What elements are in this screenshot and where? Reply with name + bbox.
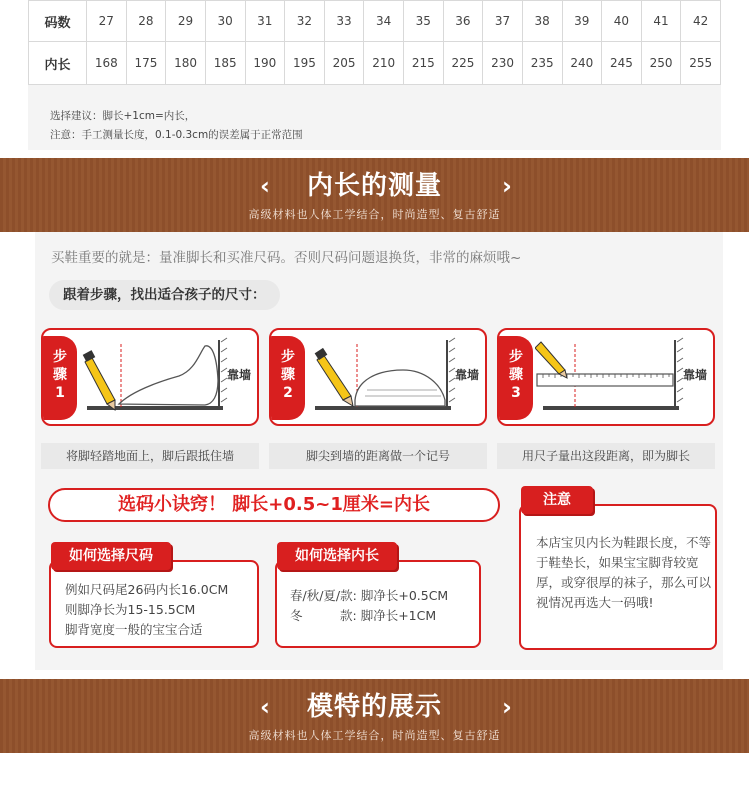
step-tab xyxy=(499,336,533,420)
table-cell: 245 xyxy=(602,42,642,85)
step-tab xyxy=(43,336,77,420)
step-tab xyxy=(271,336,305,420)
table-cell: 240 xyxy=(562,42,602,85)
measure-guide xyxy=(35,232,723,670)
how-inner-row xyxy=(290,606,448,626)
table-cell: 180 xyxy=(166,42,206,85)
steps-heading: 跟着步骤，找出适合孩子的尺寸： xyxy=(49,280,280,310)
how-to-choose-inner-length-box xyxy=(275,560,481,648)
row-header-size: 码数 xyxy=(29,1,87,42)
step-caption-1: 将脚轻踏地面上，脚后跟抵住墙 xyxy=(41,443,259,469)
how-size-text xyxy=(65,580,228,640)
banner-title: 模特的展示 xyxy=(306,692,442,722)
step-tab-char: 步 xyxy=(509,349,523,365)
chevron-right-icon[interactable]: › xyxy=(502,172,512,200)
season-rule: 脚净长+1CM xyxy=(360,608,437,623)
step-tab-char: 骤 xyxy=(509,367,523,383)
table-cell: 31 xyxy=(245,1,285,42)
table-cell: 29 xyxy=(166,1,206,42)
size-tip-banner: 选码小诀窍！ 脚长+0.5~1厘米=内长 xyxy=(48,488,500,522)
table-row-inner-length xyxy=(29,42,721,85)
table-cell: 30 xyxy=(205,1,245,42)
table-cell: 210 xyxy=(364,42,404,85)
how-size-title: 如何选择尺码 xyxy=(51,542,171,570)
notice-text: 本店宝贝内长为鞋跟长度，不等于鞋垫长，如果宝宝脚背较宽厚，或穿很厚的袜子，那么可以视情况再选大一码哦! xyxy=(536,535,712,610)
how-to-choose-size-box xyxy=(49,560,259,648)
table-cell: 32 xyxy=(285,1,325,42)
size-chart-section xyxy=(28,0,721,150)
chevron-right-icon[interactable]: › xyxy=(502,693,512,721)
step-tab-char: 骤 xyxy=(281,367,295,383)
table-cell: 42 xyxy=(681,1,721,42)
table-cell: 38 xyxy=(522,1,562,42)
table-cell: 33 xyxy=(324,1,364,42)
step-card-3 xyxy=(497,328,715,426)
table-cell: 36 xyxy=(443,1,483,42)
size-note-line: 选择建议：脚长+1cm=内长， xyxy=(50,110,196,122)
banner-title: 内长的测量 xyxy=(306,171,442,201)
step-tab-char: 骤 xyxy=(53,367,67,383)
wall-label: 靠墙 xyxy=(682,368,707,382)
table-cell: 215 xyxy=(404,42,444,85)
season-rule: 脚净长+0.5CM xyxy=(360,588,449,603)
wall-label: 靠墙 xyxy=(454,368,479,382)
table-cell: 28 xyxy=(126,1,166,42)
section-banner-model xyxy=(0,679,749,753)
step-tab-char: 步 xyxy=(281,349,295,365)
table-cell: 230 xyxy=(483,42,523,85)
table-cell: 168 xyxy=(87,42,127,85)
step-caption-2: 脚尖到墙的距离做一个记号 xyxy=(269,443,487,469)
notice-title: 注意 xyxy=(521,486,593,514)
table-cell: 195 xyxy=(285,42,325,85)
table-cell: 175 xyxy=(126,42,166,85)
table-cell: 35 xyxy=(404,1,444,42)
banner-subtitle: 高级材料也人体工学结合，时尚造型、复古舒适 xyxy=(248,208,501,221)
pencil-icon xyxy=(315,348,353,406)
table-cell: 185 xyxy=(205,42,245,85)
step-card-2 xyxy=(269,328,487,426)
how-size-line: 脚背宽度一般的宝宝合适 xyxy=(65,622,203,637)
row-header-inner-length: 内长 xyxy=(29,42,87,85)
how-size-line: 例如尺码尾26码内长16.0CM xyxy=(65,582,229,597)
table-cell: 235 xyxy=(522,42,562,85)
step-number: 1 xyxy=(55,385,65,401)
pencil-icon xyxy=(83,350,115,410)
how-size-line: 则脚净长为15-15.5CM xyxy=(65,602,196,617)
guide-intro: 买鞋重要的就是：量准脚长和买准尺码。否则尺码问题退换货，非常的麻烦哦~ xyxy=(51,250,522,266)
table-cell: 255 xyxy=(681,42,721,85)
table-cell: 250 xyxy=(641,42,681,85)
how-inner-title: 如何选择内长 xyxy=(277,542,397,570)
chevron-left-icon[interactable]: ‹ xyxy=(260,693,270,721)
table-cell: 205 xyxy=(324,42,364,85)
table-cell: 40 xyxy=(602,1,642,42)
size-note-line: 注意：手工测量长度，0.1-0.3cm的误差属于正常范围 xyxy=(50,129,303,141)
table-cell: 39 xyxy=(562,1,602,42)
size-table xyxy=(28,0,721,85)
table-row-size xyxy=(29,1,721,42)
notice-box xyxy=(519,504,717,650)
step-number: 3 xyxy=(511,385,521,401)
table-cell: 190 xyxy=(245,42,285,85)
table-cell: 34 xyxy=(364,1,404,42)
wall-label: 靠墙 xyxy=(226,368,251,382)
table-cell: 37 xyxy=(483,1,523,42)
ruler-icon xyxy=(537,374,673,386)
step-tab-char: 步 xyxy=(53,349,67,365)
how-inner-row xyxy=(290,586,448,606)
step-number: 2 xyxy=(283,385,293,401)
size-note xyxy=(50,107,303,145)
step-caption-3: 用尺子量出这段距离，即为脚长 xyxy=(497,443,715,469)
step-card-1 xyxy=(41,328,259,426)
section-banner-measure xyxy=(0,158,749,232)
table-cell: 41 xyxy=(641,1,681,42)
table-cell: 27 xyxy=(87,1,127,42)
chevron-left-icon[interactable]: ‹ xyxy=(260,172,270,200)
season-label: 春/秋/夏/款: xyxy=(290,588,357,603)
how-inner-text xyxy=(290,586,448,626)
banner-subtitle: 高级材料也人体工学结合，时尚造型、复古舒适 xyxy=(248,729,501,742)
pencil-icon xyxy=(535,342,567,378)
table-cell: 225 xyxy=(443,42,483,85)
season-label: 冬 款: xyxy=(290,608,357,623)
